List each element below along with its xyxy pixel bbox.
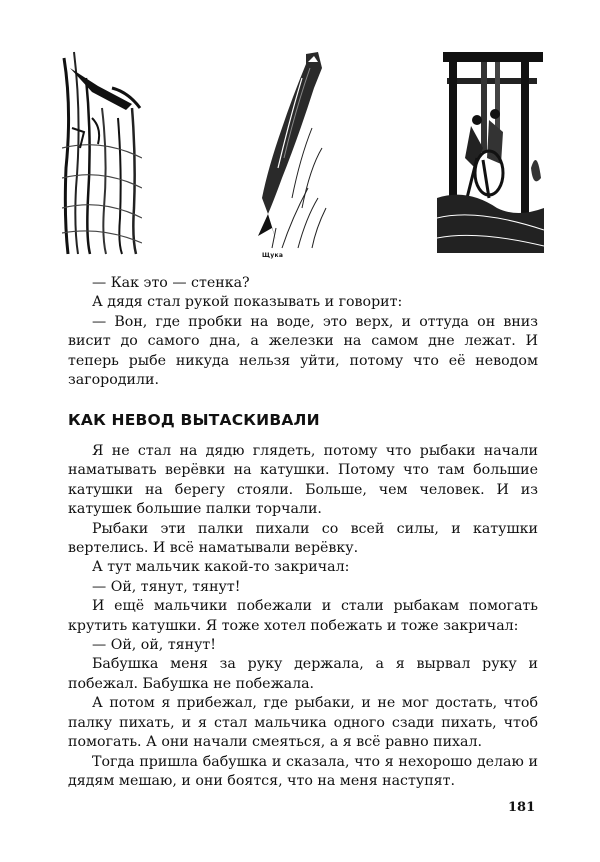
water-reeds-illustration xyxy=(62,48,142,256)
paragraph: — Ой, ой, тянут! xyxy=(92,637,216,654)
dialog-block xyxy=(68,274,538,390)
paragraph: Бабушка меня за руку держала, а я вырвал руку и побежал. Бабушка не побежала. xyxy=(68,656,538,692)
page-number: 181 xyxy=(508,800,536,815)
dialog-line: — Как это — стенка? xyxy=(92,275,250,291)
dialog-line: — Вон, где пробки на воде, это верх, и оттуда он вниз висит до самого дна, а железки на самом дне лежат. И теперь рыбе никуда нельзя уйти, потому что её неводом загородили. xyxy=(68,313,538,389)
paragraph: И ещё мальчики побежали и стали рыбакам помогать крутить катушки. Я тоже хотел побежать и тоже закричал: xyxy=(68,598,538,634)
paragraph: А потом я прибежал, где рыбаки, и не мог достать, чтоб палку пихать, и я стал мальчика одного сзади пихать, чтоб помогать. А они начали смеяться, а я всё равно пихал. xyxy=(68,695,538,751)
fishermen-winch-illustration xyxy=(437,48,544,253)
body-text xyxy=(68,442,538,791)
illustration-caption: Щука xyxy=(262,252,284,259)
dialog-line: А дядя стал рукой показывать и говорит: xyxy=(92,294,403,311)
paragraph: Тогда пришла бабушка и сказала, что я нехорошо делаю и дядям мешаю, и они боятся, что на меня наступят. xyxy=(68,753,538,789)
paragraph: Я не стал на дядю глядеть, потому что рыбаки начали наматывать верёвки на катушки. Потому что там большие катушки на берегу стояли. Больше, чем человек. И из катушек большие палки торчали. xyxy=(68,443,538,518)
paragraph: Рыбаки эти палки пихали со всей силы, и катушки вертелись. И всё наматывали верёвку. xyxy=(68,520,538,557)
paragraph: — Ой, тянут, тянут! xyxy=(92,578,241,595)
paragraph: А тут мальчик какой-то закричал: xyxy=(92,559,350,576)
pike-fish-illustration xyxy=(252,48,332,258)
section-heading: КАК НЕВОД ВЫТАСКИВАЛИ xyxy=(68,411,320,429)
